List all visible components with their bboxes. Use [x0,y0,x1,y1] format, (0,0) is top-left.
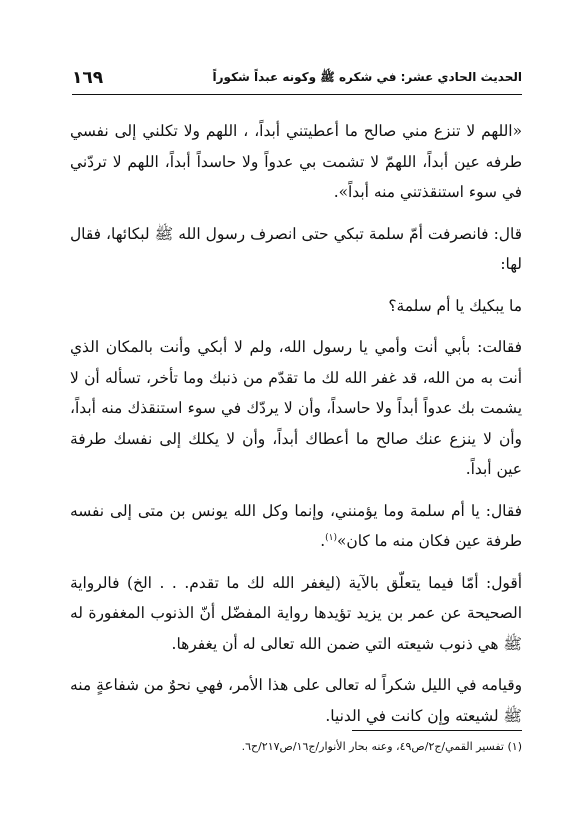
footnote-reference[interactable]: (١) [325,532,337,543]
paragraph-5: فقال: يا أم سلمة وما يؤمنني، وإنما وكل الله يونس بن متى إلى نفسه طرفة عين فكان منه ما كان»$^{(١)}$. [70,501,522,550]
paragraph-7: وقيامه في الليل شكراً له تعالى على هذا الأمر، فهي نحوٌ من شفاعةٍ منه ﷺ لشيعته وإن كانت في الدنيا. [70,676,522,725]
page-number: ١٦٩ [72,68,104,88]
paragraph-4: فقالت: بأبي أنت وأمي يا رسول الله، ولم لا أبكي وأنت بالمكان الذي أنت به من الله، قد غفر الله لك ما تقدّم من ذنبك وما تأخر، تسأله أن لا يشمت بك عدواً أبداً ولا حاسداً، وأن لا يردّك في سوء استنقذك منه أبداً، وأن لا ينزع عنك صالح ما أعطاك أبداً، وأن لا يكلك إلى نفسك طرفة عين أبداً. [70,338,522,478]
paragraph-3: ما يبكيك يا أم سلمة؟ [388,296,522,315]
paragraph-2: قال: فانصرفت أمّ سلمة تبكي حتى انصرف رسول الله ﷺ لبكائها، فقال لها: [70,224,522,273]
header-rule [72,94,522,95]
paragraph-5-text: فقال: يا أم سلمة وما يؤمنني، وإنما وكل الله يونس بن متى إلى نفسه طرفة عين فكان منه ما كان» [70,501,522,550]
paragraph-1: «اللهم لا تنزع مني صالح ما أعطيتني أبداً، ، اللهم ولا تكلني إلى نفسي طرفه عين أبداً، اللهمّ لا تشمت بي عدواً ولا حاسداً أبداً، اللهم لا تردّني في سوء استنقذتني منه أبداً». [70,122,522,201]
page-header [72,60,522,96]
footnote: (١) تفسير القمي/ج٢/ص٤٩، وعنه بحار الأنوار/ج١٦/ص٢١٧/ح٦. [241,740,522,753]
footnote-rule [352,730,522,731]
page-body [70,116,522,742]
paragraph-6: أقول: أمّا فيما يتعلّق بالآية (ليغفر الله لك ما تقدم. . . الخ) فالرواية الصحيحة عن عمر بن يزيد تؤيدها رواية المفضّل أنّ الذنوب المغفورة له ﷺ هي ذنوب شيعته التي ضمن الله تعالى له أن يغفرها. [70,573,522,653]
running-title: الحديث الحادي عشر: في شكره ﷺ وكونه عبداً شكوراً [212,70,522,84]
